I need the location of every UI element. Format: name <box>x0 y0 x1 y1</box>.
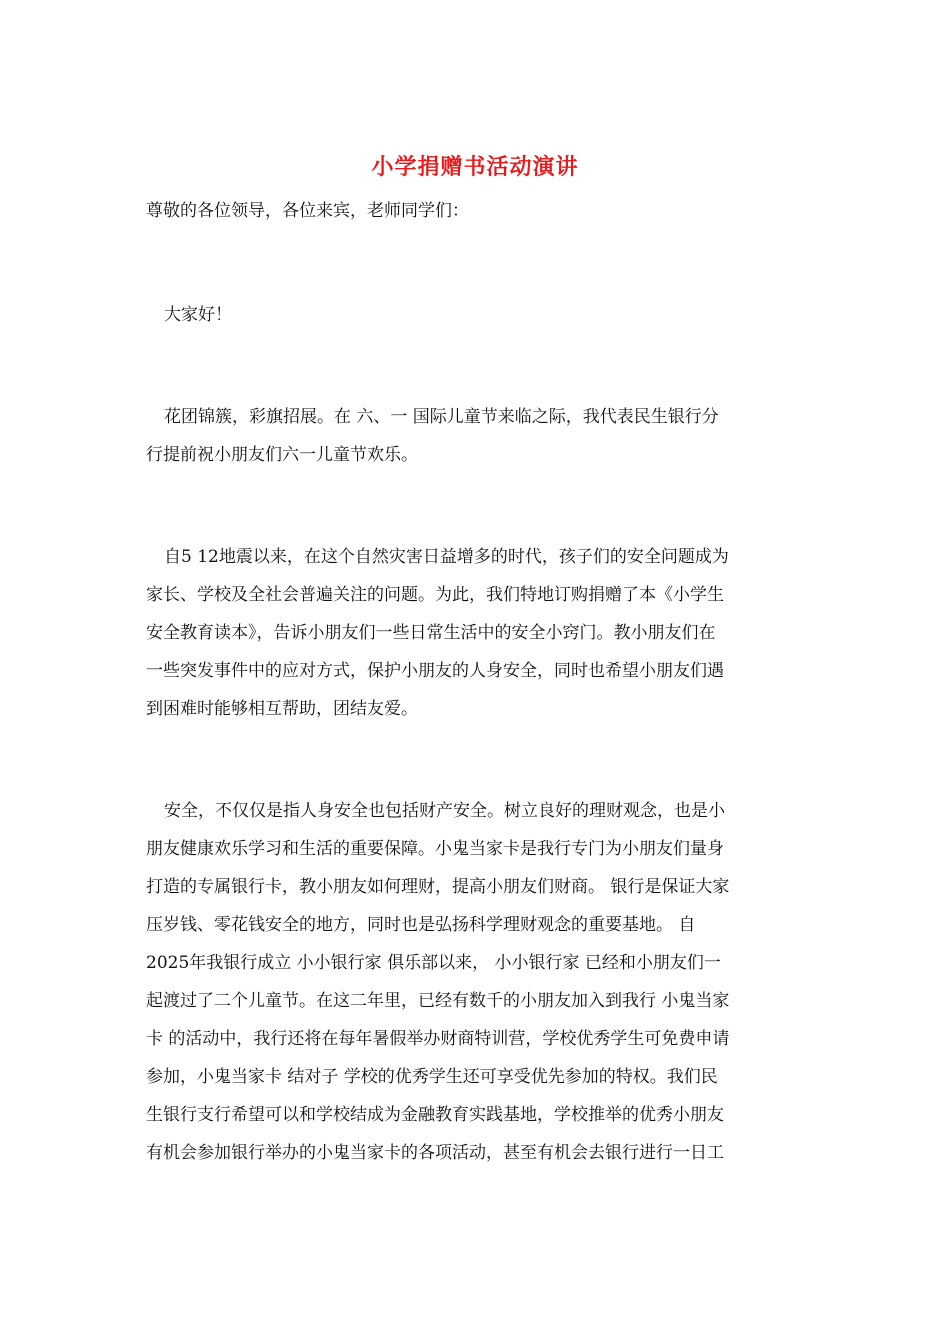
paragraph-3-line: 安全，不仅仅是指人身安全也包括财产安全。树立良好的理财观念，也是小 <box>164 801 725 821</box>
paragraph-3-line: 有机会参加银行举办的小鬼当家卡的各项活动，甚至有机会去银行进行一日工 <box>146 1143 724 1163</box>
salutation: 尊敬的各位领导，各位来宾，老师同学们： <box>146 201 469 221</box>
paragraph-3-line: 朋友健康欢乐学习和生活的重要保障。小鬼当家卡是我行专门为小朋友们量身 <box>146 839 724 859</box>
paragraph-2-line: 安全教育读本》，告诉小朋友们一些日常生活中的安全小窍门。教小朋友们在 <box>146 623 716 643</box>
paragraph-3-line: 生银行支行希望可以和学校结成为金融教育实践基地，学校推举的优秀小朋友 <box>146 1105 724 1125</box>
paragraph-1-line: 花团锦簇，彩旗招展。在 六、一 国际儿童节来临之际，我代表民生银行分 <box>164 407 719 427</box>
paragraph-3-line: 卡 的活动中，我行还将在每年暑假举办财商特训营，学校优秀学生可免费申请 <box>146 1029 730 1049</box>
document-title: 小学捐赠书活动演讲 <box>371 154 579 180</box>
paragraph-2-line: 到困难时能够相互帮助，团结友爱。 <box>146 699 418 719</box>
greeting: 大家好！ <box>164 305 232 325</box>
paragraph-2-line: 家长、学校及全社会普遍关注的问题。为此，我们特地订购捐赠了本《小学生 <box>146 585 724 605</box>
paragraph-2-line: 自5 12地震以来，在这个自然灾害日益增多的时代，孩子们的安全问题成为 <box>164 547 729 567</box>
paragraph-3-line: 压岁钱、零花钱安全的地方，同时也是弘扬科学理财观念的重要基地。 自 <box>146 915 696 935</box>
paragraph-2-line: 一些突发事件中的应对方式，保护小朋友的人身安全，同时也希望小朋友们遇 <box>146 661 724 681</box>
paragraph-1-line: 行提前祝小朋友们六一儿童节欢乐。 <box>146 445 418 465</box>
paragraph-3-line: 打造的专属银行卡，教小朋友如何理财，提高小朋友们财商。 银行是保证大家 <box>146 877 730 897</box>
paragraph-3-line: 参加，小鬼当家卡 结对子 学校的优秀学生还可享受优先参加的特权。我们民 <box>146 1067 718 1087</box>
paragraph-3-line: 起渡过了二个儿童节。在这二年里，已经有数千的小朋友加入到我行 小鬼当家 <box>146 991 730 1011</box>
paragraph-3-line: 2025年我银行成立 小小银行家 俱乐部以来， 小小银行家 已经和小朋友们一 <box>146 953 721 973</box>
